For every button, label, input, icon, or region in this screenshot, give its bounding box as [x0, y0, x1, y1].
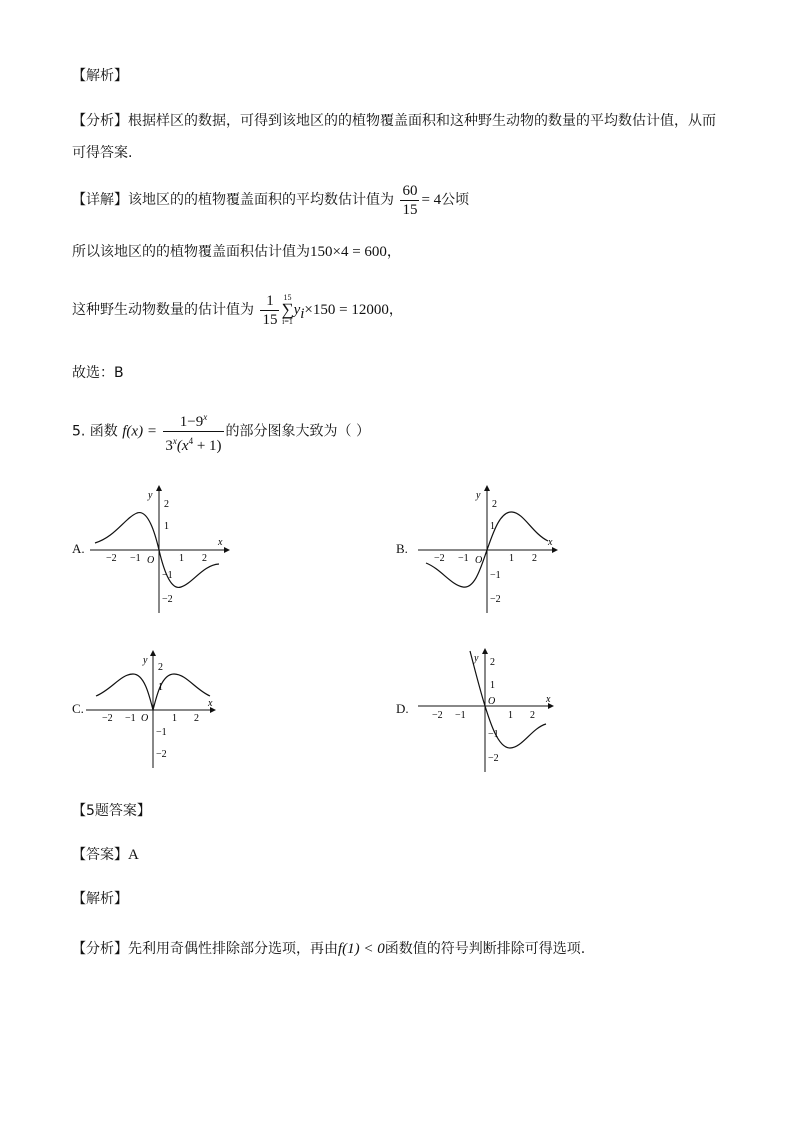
tick-x-neg2: −2 [432, 710, 443, 721]
y-label: y [143, 655, 148, 666]
y-arrow-icon [484, 485, 490, 491]
detail-line1 [72, 178, 469, 222]
tick-y-neg1: −1 [488, 729, 499, 740]
summation [281, 294, 293, 326]
tick-y-neg2: −2 [156, 749, 167, 760]
x-arrow-icon [552, 547, 558, 553]
tick-x-2: 2 [532, 553, 537, 564]
detail-math3: ×150 = 12000 [304, 302, 389, 318]
x-label: x [218, 537, 223, 548]
tick-y-2: 2 [492, 499, 497, 510]
sum-lower: i=1 [282, 317, 293, 326]
tick-x-neg2: −2 [434, 553, 445, 564]
y-label: y [476, 490, 481, 501]
graph-d [418, 648, 558, 772]
q5-den-sup2: 4 [188, 436, 194, 446]
q5-numerator [163, 408, 223, 432]
y-label: y [148, 490, 153, 501]
tick-y-2: 2 [158, 662, 163, 673]
tick-x-neg1: −1 [458, 553, 469, 564]
tick-x-1: 1 [179, 553, 184, 564]
answer-label: 【答案】 [72, 847, 128, 863]
tick-x-1: 1 [508, 710, 513, 721]
section-jiexi-2: 【解析】 [72, 891, 128, 907]
analysis-1-line2: 可得答案. [72, 145, 133, 161]
answer-value: A [128, 847, 139, 863]
q5-prefix: 5. 函数 [72, 423, 118, 440]
x-label: x [548, 537, 553, 548]
tick-y-neg2: −2 [162, 594, 173, 605]
fraction-denominator: 15 [262, 311, 278, 328]
analysis-1-label: 【分析】 [72, 113, 128, 129]
tick-x-neg2: −2 [102, 713, 113, 724]
tick-x-neg1: −1 [130, 553, 141, 564]
sum-upper: 15 [283, 293, 292, 302]
section-jiexi-1: 【解析】 [72, 68, 128, 84]
analysis-1-text: 根据样区的数据，可得到该地区的的植物覆盖面积和这种野生动物的数量的平均数估计值，从而 [128, 113, 716, 129]
q5-den-c: + 1) [193, 438, 222, 454]
x-arrow-icon [224, 547, 230, 553]
tick-y-neg1: −1 [156, 727, 167, 738]
detail-text1: 该地区的的植物覆盖面积的平均数估计值为 [128, 192, 394, 208]
option-d-label: D. [396, 701, 409, 716]
tick-x-2: 2 [530, 710, 535, 721]
detail-line2 [72, 241, 401, 263]
tick-y-neg2: −2 [490, 594, 501, 605]
fraction-60-15 [400, 182, 419, 219]
q5-den-b: (x [176, 438, 189, 454]
analysis-2-math: f(1) < 0 [338, 941, 385, 957]
origin-label: O [475, 555, 483, 566]
tick-x-2: 2 [194, 713, 199, 724]
tick-x-neg2: −2 [106, 553, 117, 564]
detail-text2: 所以该地区的的植物覆盖面积估计值为 [72, 244, 310, 260]
fraction-numerator: 60 [402, 182, 418, 199]
option-c-label: C. [72, 701, 84, 716]
tick-y-1: 1 [490, 521, 495, 532]
fraction-numerator: 1 [260, 292, 279, 311]
tick-y-1: 1 [164, 521, 169, 532]
tick-y-2: 2 [490, 657, 495, 668]
analysis-2-text1: 先利用奇偶性排除部分选项，再由 [128, 941, 338, 957]
detail-comma3: ， [388, 302, 403, 318]
detail-unit: 公顷 [441, 192, 470, 208]
choice-1: 故选：B [72, 365, 124, 381]
detail-line3 [72, 288, 403, 336]
q5-num-text: 1−9 [179, 414, 204, 430]
q5-denominator [163, 432, 223, 455]
origin-label: O [141, 713, 149, 724]
q5-fraction [163, 408, 223, 455]
fraction-denominator: 15 [402, 201, 418, 218]
tick-y-neg1: −1 [162, 570, 173, 581]
answer-header: 【5题答案】 [72, 803, 151, 819]
y-arrow-icon [150, 650, 156, 656]
origin-label: O [147, 555, 155, 566]
detail-math2: 150×4 = 600 [310, 244, 387, 260]
analysis-1-line1 [72, 110, 716, 132]
detail-text3: 这种野生动物数量的估计值为 [72, 302, 254, 318]
tick-y-neg1: −1 [490, 570, 501, 581]
y-label: y [474, 653, 479, 664]
curve [470, 651, 546, 748]
q5-suffix: 的部分图象大致为（ ） [225, 423, 370, 440]
q5-den-sup: x [172, 436, 177, 446]
graph-c [86, 650, 226, 768]
sum-sub: i [300, 305, 305, 322]
question-5 [72, 408, 370, 455]
graph-b [418, 485, 558, 613]
tick-x-1: 1 [509, 553, 514, 564]
q5-den-a: 3 [165, 438, 173, 454]
tick-x-2: 2 [202, 553, 207, 564]
y-arrow-icon [482, 648, 488, 654]
tick-x-neg1: −1 [125, 713, 136, 724]
tick-y-2: 2 [164, 499, 169, 510]
x-label: x [208, 698, 213, 709]
tick-y-1: 1 [490, 680, 495, 691]
answer-line [72, 844, 139, 866]
sum-var: y [293, 302, 301, 318]
tick-y-neg2: −2 [488, 753, 499, 764]
detail-comma2: ， [386, 244, 401, 260]
tick-y-1: 1 [158, 682, 163, 693]
fraction-1-15 [260, 292, 279, 329]
sigma-icon: ∑ [281, 300, 294, 319]
analysis-2-label: 【分析】 [72, 941, 128, 957]
analysis-2-text2: 函数值的符号判断排除可得选项. [384, 941, 586, 957]
detail-label: 【详解】 [72, 192, 128, 208]
graph-a [90, 485, 230, 613]
origin-label: O [488, 696, 496, 707]
tick-x-neg1: −1 [455, 710, 466, 721]
analysis-2-line [72, 938, 585, 960]
q5-num-sup: x [203, 412, 208, 422]
option-b-label: B. [396, 541, 408, 556]
x-label: x [546, 694, 551, 705]
option-a-label: A. [72, 541, 85, 556]
y-arrow-icon [156, 485, 162, 491]
tick-x-1: 1 [172, 713, 177, 724]
detail-eq1: = 4 [421, 192, 442, 208]
q5-fx: f(x) = [122, 423, 157, 440]
